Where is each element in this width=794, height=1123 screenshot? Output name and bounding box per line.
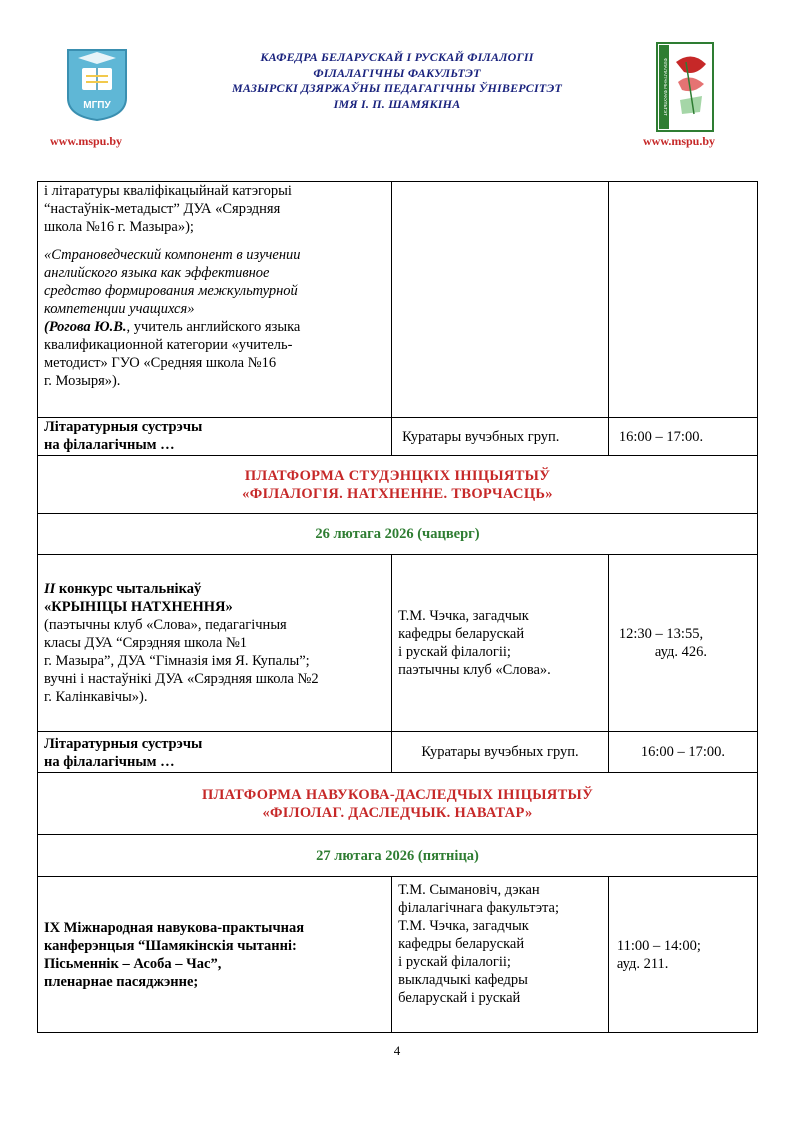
text-line: філалагічнага факультэта; — [398, 900, 560, 916]
event-time: 12:30 – 13:55, — [618, 626, 704, 642]
text-line: вучні і настаўнікі ДУА «Сярэдняя школа №2 — [44, 671, 319, 687]
responsible-cell — [392, 555, 609, 732]
event-room: ауд. 426. — [654, 644, 707, 660]
text-line: выкладчыкі кафедры — [398, 972, 528, 988]
table-row — [38, 456, 758, 514]
platform-heading — [38, 773, 758, 835]
text-line: Т.М. Сымановіч, дэкан — [398, 882, 540, 898]
time-cell — [608, 182, 757, 418]
page-number: 4 — [393, 1043, 401, 1058]
contest-number: ІІ — [44, 581, 56, 597]
table-row — [38, 182, 758, 418]
time-cell — [608, 877, 757, 1033]
header-line-name: ІМЯ І. П. ШАМЯКІНА — [333, 96, 461, 111]
website-link-right[interactable]: www.mspu.by — [643, 134, 716, 148]
event-description-cell — [38, 182, 392, 418]
table-row — [38, 835, 758, 877]
event-title-line: Літаратурныя сустрэчы — [44, 419, 203, 435]
report-author — [44, 318, 385, 336]
text-line: паэтычны клуб «Слова». — [398, 662, 551, 678]
text-line: методист» ГУО «Средняя школа №16 — [44, 355, 277, 371]
event-time: 11:00 – 14:00; — [616, 937, 701, 954]
event-description-cell — [38, 877, 392, 1033]
event-room: ауд. 211. — [616, 955, 669, 972]
text-line: “настаўнік-метадыст” ДУА «Сярэдняя — [44, 201, 281, 217]
text-line: г. Калінкавічы»). — [44, 689, 148, 705]
header-line-faculty: ФІЛАЛАГІЧНЫ ФАКУЛЬТЭТ — [313, 65, 481, 80]
event-subtitle: пленарнае пасяджэнне; — [44, 973, 199, 990]
table-row — [38, 773, 758, 835]
date-heading: 27 лютага 2026 (пятніца) — [38, 835, 758, 877]
page-header — [150, 50, 644, 112]
text-line: беларускай і рускай — [398, 990, 521, 1006]
text-line: і рускай філалогіі; — [398, 954, 511, 970]
report-title-line: «Страноведческий компонент в изучении — [44, 247, 301, 263]
event-title-line: канферэнцыя “Шамякінскія чытанні: — [44, 937, 297, 954]
header-line-department: КАФЕДРА БЕЛАРУСКАЙ І РУСКАЙ ФІЛАЛОГІІ — [260, 50, 534, 64]
responsible-cell — [392, 877, 609, 1033]
platform-subtitle: «ФІЛАЛОГІЯ. НАТХНЕННЕ. ТВОРЧАСЦЬ» — [242, 485, 553, 502]
text-line: і літаратуры кваліфікацыйнай катэгорыі — [44, 183, 292, 199]
text-line: Т.М. Чэчка, загадчык — [398, 918, 529, 934]
responsible-cell — [392, 182, 609, 418]
event-title-line: ІХ Міжнародная навукова-практычная — [44, 919, 305, 936]
logo-right-label: ФІЛАЛАГІЧНЫ ФАКУЛЬТЭТ — [663, 58, 668, 116]
event-title-cell — [38, 418, 392, 456]
text-line: квалификационной категории «учитель- — [44, 337, 293, 353]
schedule-table — [37, 181, 758, 1033]
event-title-line: на філалагічным … — [44, 437, 175, 453]
website-link-left[interactable]: www.mspu.by — [50, 134, 123, 148]
header-line-university: МАЗЫРСКІ ДЗЯРЖАЎНЫ ПЕДАГАГІЧНЫ ЎНІВЕРСІТЭТ — [231, 81, 563, 95]
event-title-line: Пісьменнік – Асоба – Час”, — [44, 955, 222, 972]
time-cell: 16:00 – 17:00. — [608, 418, 757, 456]
platform-title: ПЛАТФОРМА НАВУКОВА-ДАСЛЕДЧЫХ ІНІЦЫЯТЫЎ — [201, 786, 594, 803]
text-line: г. Мозыря»). — [44, 373, 121, 389]
report-title-line: средство формирования межкультурной — [44, 283, 298, 299]
text-line: класы ДУА “Сярэдняя школа №1 — [44, 635, 248, 651]
text-line: кафедры беларускай — [398, 936, 525, 952]
table-row — [38, 514, 758, 555]
text-line: школа №16 г. Мазыра»); — [44, 219, 194, 235]
author-position: , учитель английского языка — [126, 319, 301, 335]
platform-title: ПЛАТФОРМА СТУДЭНЦКІХ ІНІЦЫЯТЫЎ — [244, 467, 551, 484]
university-logo-icon — [64, 46, 130, 122]
text-line: г. Мазыра”, ДУА “Гімназія імя Я. Купалы”; — [44, 653, 310, 669]
text-line: (паэтычны клуб «Слова», педагагічныя — [44, 617, 287, 633]
event-description-cell — [38, 555, 392, 732]
event-title-line: на філалагічным … — [44, 754, 175, 770]
event-title-line: Літаратурныя сустрэчы — [44, 736, 203, 752]
text-line: кафедры беларускай — [398, 626, 525, 642]
table-row — [38, 732, 758, 773]
time-cell — [608, 555, 757, 732]
contest-name: конкурс чытальнікаў — [55, 581, 202, 597]
table-row — [38, 555, 758, 732]
table-row — [38, 877, 758, 1033]
platform-heading — [38, 456, 758, 514]
date-heading: 26 лютага 2026 (чацверг) — [38, 514, 758, 555]
responsible-cell: Куратары вучэбных груп. — [392, 732, 609, 773]
logo-left-label: МГПУ — [83, 100, 111, 111]
faculty-logo-icon — [656, 42, 714, 132]
report-title-line: компетенции учащихся» — [44, 301, 195, 317]
time-cell: 16:00 – 17:00. — [608, 732, 757, 773]
text-line: Т.М. Чэчка, загадчык — [398, 608, 529, 624]
table-row — [38, 418, 758, 456]
text-line: і рускай філалогіі; — [398, 644, 511, 660]
platform-subtitle: «ФІЛОЛАГ. ДАСЛЕДЧЫК. НАВАТАР» — [262, 804, 533, 821]
event-title-cell — [38, 732, 392, 773]
responsible-cell: Куратары вучэбных груп. — [392, 418, 609, 456]
author-name: (Рогова Ю.В. — [44, 319, 127, 335]
event-title-line — [44, 580, 385, 598]
event-title-line: «КРЫНІЦЫ НАТХНЕННЯ» — [44, 599, 233, 615]
report-title-line: английского языка как эффективное — [44, 265, 270, 281]
